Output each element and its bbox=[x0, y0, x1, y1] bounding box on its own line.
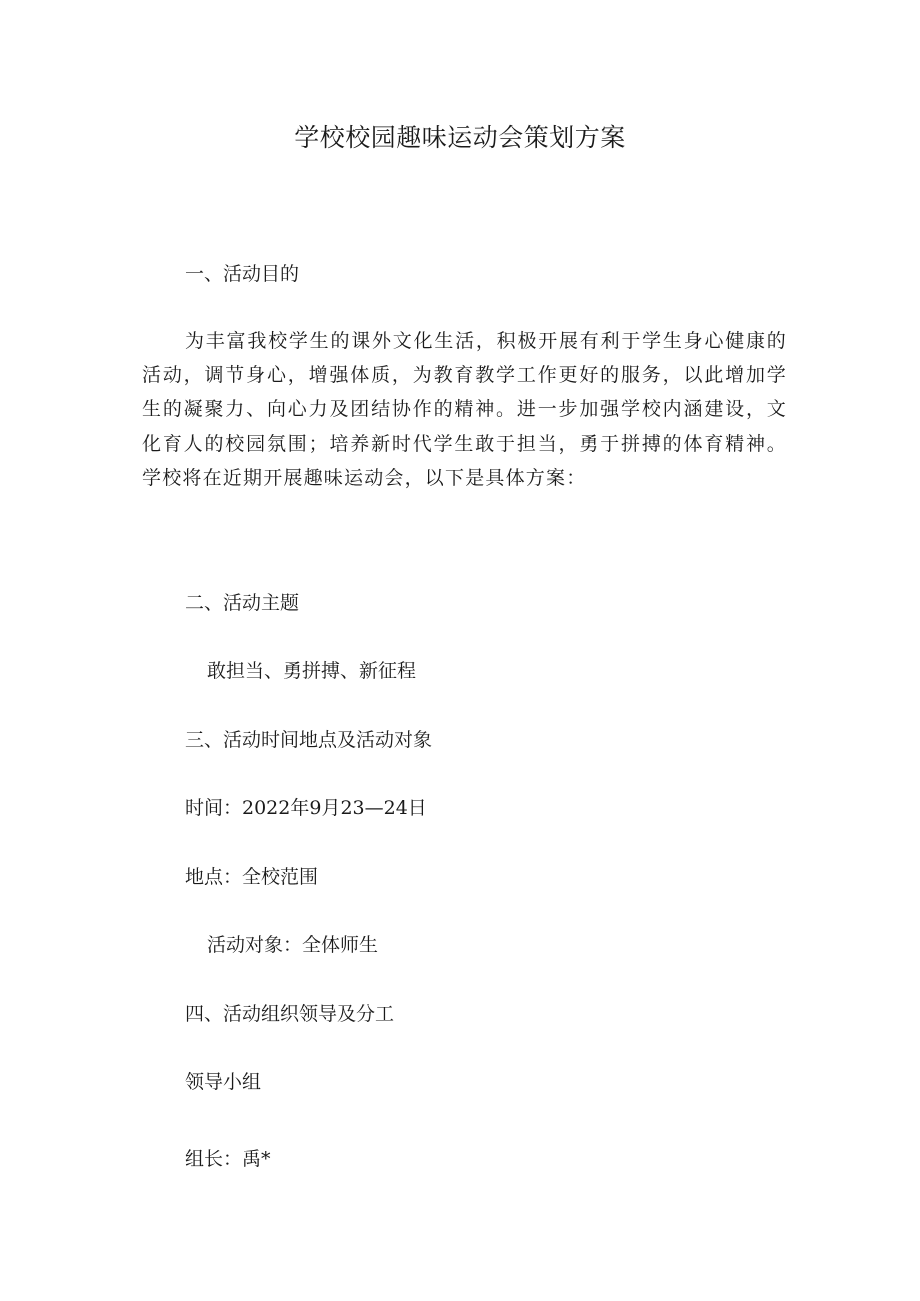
section-heading-theme: 二、活动主题 bbox=[185, 592, 300, 614]
document-title: 学校校园趣味运动会策划方案 bbox=[294, 123, 626, 152]
time-line: 时间：2022年9月23—24日 bbox=[185, 797, 427, 819]
target-line: 活动对象：全体师生 bbox=[207, 934, 379, 956]
leadership-group-label: 领导小组 bbox=[185, 1071, 262, 1093]
theme-text: 敢担当、勇拼搏、新征程 bbox=[207, 660, 417, 682]
group-leader-line: 组长：禹* bbox=[185, 1148, 271, 1170]
section-heading-purpose: 一、活动目的 bbox=[185, 263, 300, 285]
purpose-paragraph: 为丰富我校学生的课外文化生活，积极开展有利于学生身心健康的活动，调节身心，增强体质，为教育教学工作更好的服务，以此增加学生的凝聚力、向心力及团结协作的精神。进一步加强学校内涵建设，文化育人的校园氛围；培养新时代学生敢于担当，勇于拼搏的体育精神。学校将在近期开展趣味运动会，以下是具体方案： bbox=[142, 330, 787, 489]
section-heading-organization: 四、活动组织领导及分工 bbox=[185, 1003, 395, 1025]
place-line: 地点：全校范围 bbox=[185, 866, 319, 888]
section-heading-time-place: 三、活动时间地点及活动对象 bbox=[185, 729, 433, 751]
